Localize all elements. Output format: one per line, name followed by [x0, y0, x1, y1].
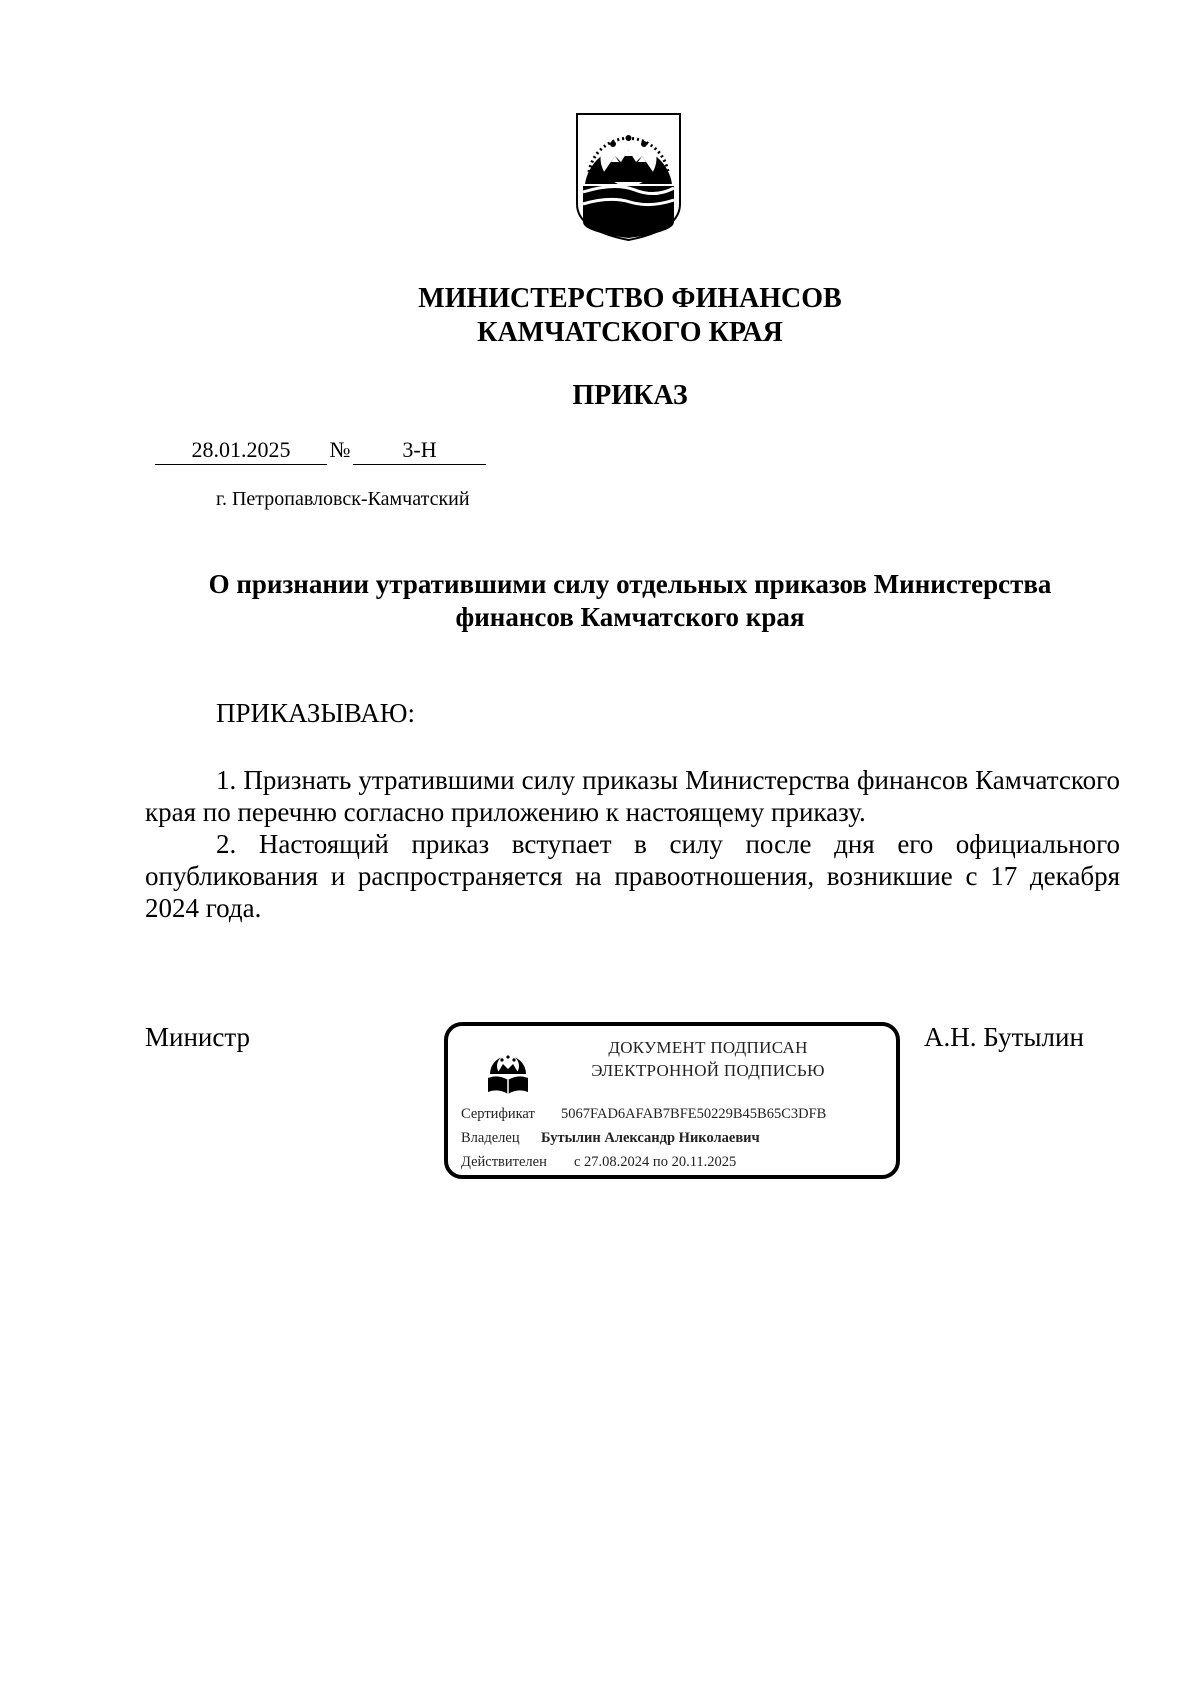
stamp-title-line1: ДОКУМЕНТ ПОДПИСАН [608, 1038, 808, 1057]
ministry-name-line2: КАМЧАТСКОГО КРАЯ [477, 317, 783, 348]
signer-position: Министр [145, 1022, 250, 1052]
paragraph-2: 2. Настоящий приказ вступает в силу после дня его официального опубликования и распространяется на правоотношения, возникшие с 17 декабря 2024 года. [145, 829, 1120, 923]
certificate-label: Сертификат [461, 1106, 535, 1122]
validity-label: Действителен [461, 1154, 547, 1170]
order-date: 28.01.2025 [155, 436, 327, 465]
stamp-title-line2: ЭЛЕКТРОННОЙ ПОДПИСЬЮ [591, 1061, 825, 1080]
owner-label: Владелец [461, 1130, 520, 1146]
registration-line [155, 436, 486, 466]
owner-value: Бутылин Александр Николаевич [541, 1130, 760, 1146]
city-name: г. Петропавловск-Камчатский [216, 488, 470, 510]
stamp-certificate-row [461, 1106, 826, 1123]
stamp-owner-row [461, 1130, 760, 1147]
stamp-emblem-icon [486, 1044, 530, 1096]
electronic-signature-stamp [444, 1022, 900, 1179]
order-number: 3-Н [353, 436, 486, 465]
order-subject: О признании утратившими силу отдельных приказов Министерства финансов Камчатского края [208, 569, 1052, 632]
number-sign: № [329, 437, 351, 462]
paragraph-1: 1. Признать утратившими силу приказы Министерства финансов Камчатского края по перечню согласно приложению к настоящему приказу. [145, 765, 1120, 827]
coat-of-arms-emblem [575, 112, 682, 242]
certificate-value: 5067FAD6AFAB7BFE50229B45B65C3DFB [561, 1106, 827, 1122]
signer-name: А.Н. Бутылин [924, 1022, 1084, 1052]
ministry-name-line1: МИНИСТЕРСТВО ФИНАНСОВ [418, 283, 842, 314]
order-word: ПРИКАЗЫВАЮ: [216, 698, 415, 728]
stamp-validity-row [461, 1154, 736, 1171]
validity-value: с 27.08.2024 по 20.11.2025 [574, 1154, 737, 1170]
document-type-title: ПРИКАЗ [572, 380, 688, 411]
